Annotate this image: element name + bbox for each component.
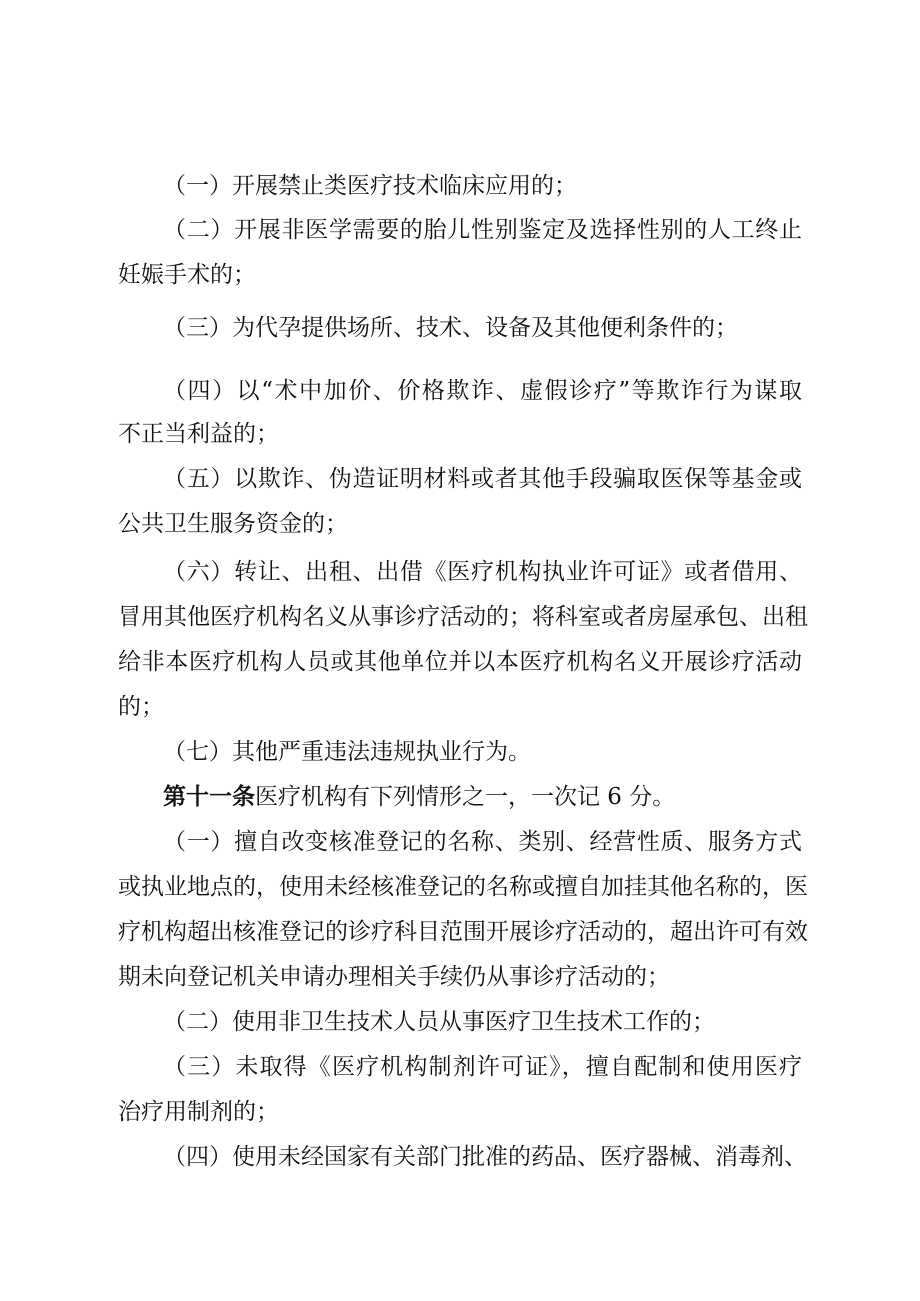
text-line: （六）转让、出租、出借《医疗机构执业许可证》或者借用、 bbox=[163, 559, 802, 585]
text-line: （一）擅自改变核准登记的名称、类别、经营性质、服务方式 bbox=[163, 829, 802, 855]
text-line: （四）使用未经国家有关部门批准的药品、医疗器械、消毒剂、 bbox=[163, 1144, 807, 1170]
text-line: （二）开展非医学需要的胎儿性别鉴定及选择性别的人工终止 bbox=[163, 217, 802, 243]
article-text: 医疗机构有下列情形之一，一次记 6 分。 bbox=[255, 784, 676, 810]
text-line: 冒用其他医疗机构名义从事诊疗活动的；将科室或者房屋承包、出租 bbox=[118, 604, 808, 630]
article-line bbox=[163, 786, 802, 809]
text-line: 的； bbox=[118, 694, 164, 720]
text-line: （二）使用非卫生技术人员从事医疗卫生技术工作的； bbox=[163, 1009, 715, 1035]
text-line: 妊娠手术的； bbox=[118, 262, 256, 288]
article-heading: 第十一条 bbox=[163, 784, 255, 810]
text-line: （三）未取得《医疗机构制剂许可证》，擅自配制和使用医疗 bbox=[163, 1054, 802, 1080]
text-line: 不正当利益的； bbox=[118, 421, 279, 447]
text-line: 治疗用制剂的； bbox=[118, 1099, 279, 1125]
text-line: （一）开展禁止类医疗技术临床应用的； bbox=[163, 173, 577, 199]
text-line: 公共卫生服务资金的； bbox=[118, 511, 348, 537]
text-line: 期未向登记机关申请办理相关手续仍从事诊疗活动的； bbox=[118, 964, 670, 990]
text-line: 给非本医疗机构人员或其他单位并以本医疗机构名义开展诊疗活动 bbox=[118, 649, 802, 675]
text-line: 或执业地点的，使用未经核准登记的名称或擅自加挂其他名称的，医 bbox=[118, 874, 808, 900]
text-line: 疗机构超出核准登记的诊疗科目范围开展诊疗活动的，超出许可有效 bbox=[118, 919, 808, 945]
text-line: （七）其他严重违法违规执业行为。 bbox=[163, 739, 531, 765]
text-line: （四）以“术中加价、价格欺诈、虚假诊疗”等欺诈行为谋取 bbox=[163, 378, 802, 404]
text-line: （三）为代孕提供场所、技术、设备及其他便利条件的； bbox=[163, 315, 738, 341]
text-line: （五）以欺诈、伪造证明材料或者其他手段骗取医保等基金或 bbox=[163, 466, 802, 492]
